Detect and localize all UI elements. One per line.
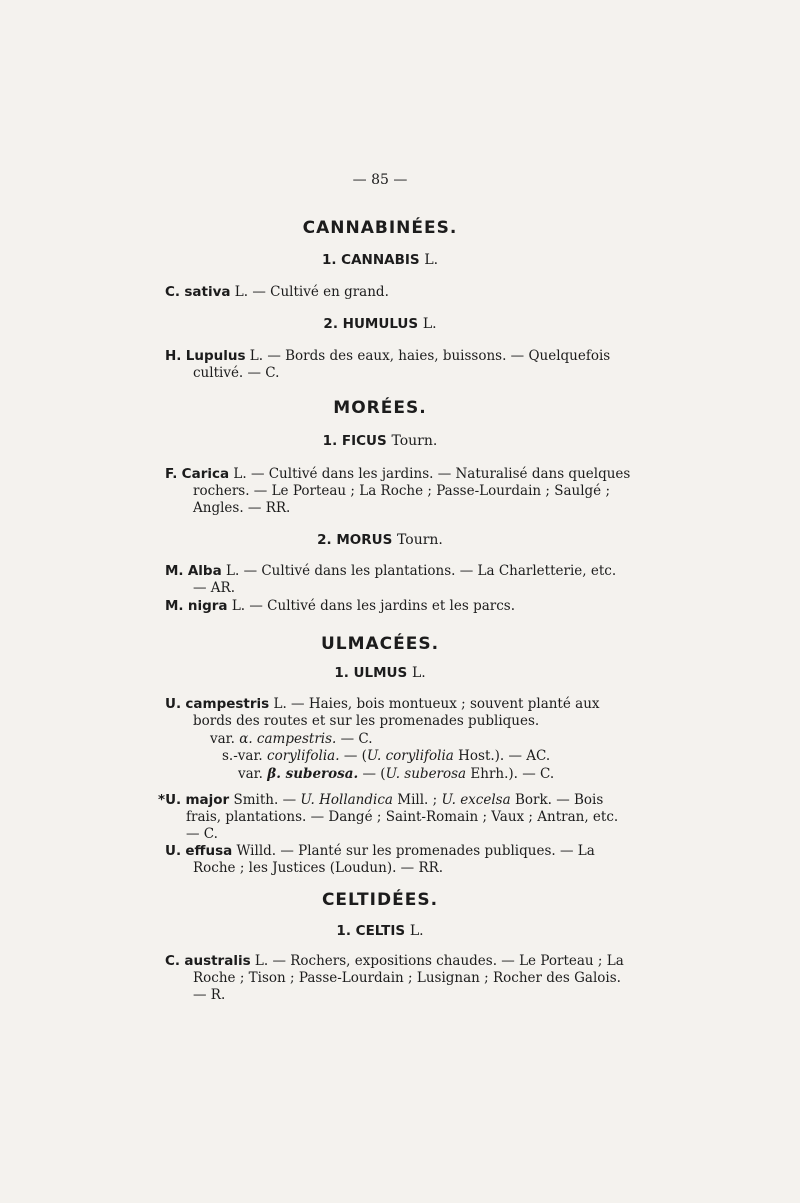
genus-heading-ulmus: 1. ULMUS L. xyxy=(334,665,426,681)
genus-heading-celtis: 1. CELTIS L. xyxy=(336,923,424,939)
genus-heading-ficus: 1. FICUS Tourn. xyxy=(322,433,438,449)
species-entry-ficus-carica: F. Carica L. — Cultivé dans les jardins. — Naturalisé dans quelques rochers. — Le Porteau ; La Roche ; Passe-Lourdain ; Saulgé ; Angles. — RR. xyxy=(165,466,631,516)
species-entry-ulmus-campestris: U. campestris L. — Haies, bois montueux ; souvent planté aux bords des routes et sur les promenades publiques. xyxy=(165,696,600,729)
genus-heading-morus: 2. MORUS Tourn. xyxy=(317,532,443,548)
species-entry-ulmus-effusa: U. effusa Willd. — Planté sur les promenades publiques. — La Roche ; les Justices (Loudun). — RR. xyxy=(165,843,595,876)
page-number: — 85 — xyxy=(352,172,408,188)
family-heading-celtidees: CELTIDÉES. xyxy=(321,890,439,910)
subvariety-line-corylifolia: s.-var. corylifolia. — (U. corylifolia Host.). — AC. xyxy=(222,748,551,764)
family-heading-cannabinees: CANNABINÉES. xyxy=(302,218,458,238)
genus-heading-humulus: 2. HUMULUS L. xyxy=(323,316,437,332)
species-entry-morus-alba: M. Alba L. — Cultivé dans les plantations. — La Charletterie, etc. — AR. xyxy=(165,563,617,596)
species-entry-morus-nigra: M. nigra L. — Cultivé dans les jardins et les parcs. xyxy=(165,598,516,614)
variety-line-suberosa: var. β. suberosa. — (U. suberosa Ehrh.). — C. xyxy=(238,766,555,782)
species-entry-celtis-australis: C. australis L. — Rochers, expositions chaudes. — Le Porteau ; La Roche ; Tison ; Passe-Lourdain ; Lusignan ; Rocher des Galois. — R. xyxy=(165,953,624,1003)
species-entry-ulmus-major: *U. major Smith. — U. Hollandica Mill. ; U. excelsa Bork. — Bois frais, plantations. — Dangé ; Saint-Romain ; Vaux ; Antran, etc. — C. xyxy=(158,792,619,842)
genus-heading-cannabis: 1. CANNABIS L. xyxy=(321,252,439,268)
introduced-asterisk: * xyxy=(158,792,166,808)
variety-line-campestris: var. α. campestris. — C. xyxy=(210,731,373,747)
family-heading-ulmacees: ULMACÉES. xyxy=(320,634,440,654)
species-entry-cannabis-sativa: C. sativa L. — Cultivé en grand. xyxy=(165,284,389,300)
family-heading-morees: MORÉES. xyxy=(333,398,427,418)
species-entry-humulus-lupulus: H. Lupulus L. — Bords des eaux, haies, buissons. — Quelquefois cultivé. — C. xyxy=(165,348,611,381)
